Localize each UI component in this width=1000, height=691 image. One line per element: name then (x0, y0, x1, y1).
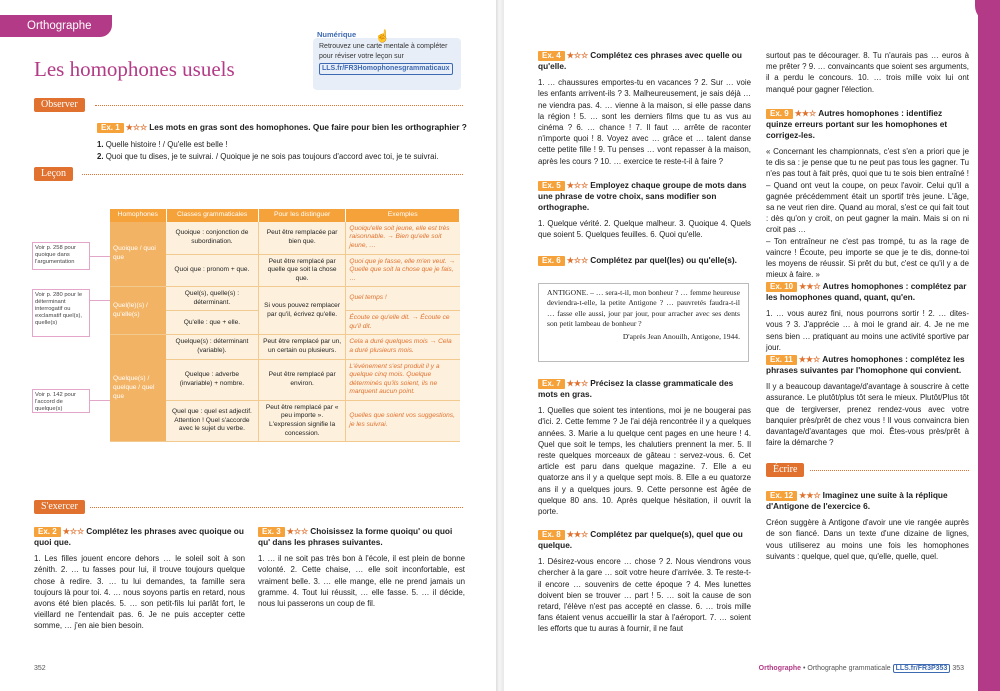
ex-title: Précisez la classe grammaticale des mots en gras. (538, 378, 734, 400)
click-icon: ☝ (375, 29, 390, 43)
quote-source: D'après Jean Anouilh, Antigone, 1944. (622, 332, 740, 341)
ex-label: Ex. 4 (538, 51, 565, 61)
section-observer: Observer (34, 98, 85, 112)
distinguish-cell: Peut être remplacé par un, un certain ou plusieurs. (258, 335, 346, 359)
antigone-quote (538, 283, 749, 362)
difficulty-stars: ★☆☆ (566, 51, 589, 60)
ex-body: 1. … chaussures emportes-tu en vacances ? 2. Sur … voie les enfants arrivent-ils ? 3. Malheureusement, je sais déjà … ne viendra pas. 4. … vienne à la maison, si elle passe dans la région ! 5. … sont les derniers films que tu as vus au cinéma ? 6. … chance ! 7. Il faut … arrête de raconter n'importe quoi ! 8. Voyez avec … grâce et … talent danse cette petite fille ! 9. Tu penses … vont repasser à la maison, après les cours ? 10. … exercice te reste-t-il à faire ? (538, 78, 751, 166)
ex-body: 1. … il ne soit pas très bon à l'école, il est plein de bonne volonté. 2. Cette chaise, … elle soit inconfortable, est vraiment belle. 3. … elle mange, elle ne prend jamais un gramme. 4. Tout lui réussit, … elle fasse. 5. … il décide, nous lui passerons un coup de fil. (258, 554, 465, 609)
ex1-line-1: Quelle histoire ! / Qu'elle est belle ! (105, 140, 228, 150)
connector (90, 400, 110, 401)
difficulty-stars: ★☆☆ (286, 527, 309, 536)
exercise-4 (538, 50, 751, 167)
homophone-cell: Quelque(s) / quelque / quel que (110, 335, 166, 442)
exercise-8-continued (766, 50, 969, 95)
book-gutter (496, 0, 504, 691)
exercise-1: Ex. 1 ★☆☆ Les mots en gras sont des homophones. Que faire pour bien les orthographier ? 1. Quelle histoire ! / Qu'elle est belle ! 2. Quoi que tu dises, je te suivrai. / Quoique je ne sois pas toujours d'accord avec toi, je te suivrai. (97, 122, 467, 161)
col-header: Classes grammaticales (166, 209, 258, 222)
connector (90, 300, 110, 301)
ex-label: Ex. 11 (766, 355, 797, 365)
class-cell: Quelque(s) : déterminant (variable). (166, 335, 258, 359)
ex-title: Complétez par quelque(s), quel que ou quelque. (538, 529, 743, 551)
example-cell: Quelles que soient vos suggestions, je les suivrai. (346, 400, 460, 441)
divider (82, 174, 463, 175)
exercise-10 (766, 281, 969, 353)
homophone-cell: Quoique / quoi que (110, 222, 166, 287)
difficulty-stars: ★☆☆ (125, 123, 148, 132)
ex-title: Imaginez une suite à la réplique d'Antigone de l'exercice 6. (766, 490, 948, 512)
col-header: Pour les distinguer (258, 209, 346, 222)
example-cell: Quoiqu'elle soit jeune, elle est très raisonnable. → Bien qu'elle soit jeune, … (346, 222, 460, 254)
difficulty-stars: ★★☆ (799, 491, 821, 500)
ex-title: Complétez par quel(les) ou qu'elle(s). (590, 255, 737, 265)
difficulty-stars: ★★☆ (566, 530, 589, 539)
page-title: Les homophones usuels (34, 57, 235, 81)
homophone-cell: Quel(le)(s) / qu'elle(s) (110, 287, 166, 335)
difficulty-stars: ★☆☆ (566, 181, 589, 190)
class-cell: Quoique : conjonction de subordination. (166, 222, 258, 254)
difficulty-stars: ★☆☆ (62, 527, 85, 536)
numerique-text: Retrouvez une carte mentale à compléter pour réviser votre leçon sur (319, 43, 448, 60)
ex-label: Ex. 8 (538, 530, 565, 540)
difficulty-stars: ★★☆ (566, 379, 589, 388)
divider (810, 470, 969, 471)
ex-body-2: – Ton entraîneur ne c'est pas trompé, tu as la rage de vaincre ! Écoute, peu importe se que je te dis, donne-toi les moyens de réussir. Si prêt du but, c'est ce qu'il y a de mieux à faire. » (766, 236, 969, 280)
exercise-3 (258, 526, 465, 609)
footer-subtitle: • Orthographe grammaticale (801, 665, 891, 672)
ex-body: « Concernant les championnats, c'est s'en a priori que je te dis sa : je pense que tu ne peut pas tous les gagner. Tu n'es pas tout à fait près, quoi que tu te sois bien entraîné ! – Quand ont veut la coupe, on peux l'avoir. Celui qu'il a gagnée précédemment était un sportif très jeune. L'âge, sa ne veut rien dire. Quand au moral, s'est ce qui fait tout : dès qu'on y croit, on peut gagner la main. Mais si on ni croit pas … (766, 146, 969, 235)
numerique-link[interactable]: LLS.fr/FR3Homophonesgrammaticaux (319, 63, 453, 75)
lesson-table (110, 209, 460, 442)
divider (95, 105, 463, 106)
numerique-box (313, 29, 461, 90)
ex-label: Ex. 7 (538, 379, 565, 389)
example-cell: Quoi que je fasse, elle m'en veut. → Quelle que soit la chose que je fais, … (346, 254, 460, 287)
distinguish-cell: Peut être remplacé par environ. (258, 359, 346, 400)
page-number-left: 352 (34, 665, 46, 672)
example-cell: L'événement s'est produit il y a quelque cinq mois. Quelque déterminés qu'ils soient, ils ne marquent aucun point. (346, 359, 460, 400)
ex-title: Choisissez la forme quoiqu' ou quoi qu' dans les phrases suivantes. (258, 526, 453, 548)
ex-label: Ex. 6 (538, 256, 565, 266)
example-cell: Quel temps ! (346, 287, 460, 311)
table-row (110, 335, 460, 359)
ex1-line-2: Quoi que tu dises, je te suivrai. / Quoique je ne sois pas toujours d'accord avec toi, je te suivrai. (105, 151, 439, 161)
ex-label: Ex. 1 (97, 123, 124, 133)
exercise-11 (766, 354, 969, 448)
table-row (110, 222, 460, 254)
ex-body: 1. Quelque vérité. 2. Quelque malheur. 3. Quoique 4. Quels que soient 5. Quelques feuilles. 6. Quoi qu'elle. (538, 218, 751, 240)
side-note-1: Voir p. 258 pour quoique dans l'argumentation (32, 242, 90, 270)
distinguish-cell: Peut être remplacé par quelle que soit la chose que. (258, 254, 346, 287)
chapter-tab: Orthographe (0, 15, 112, 37)
exercise-5 (538, 180, 751, 240)
quote-text: ANTIGONE. – … sera-t-il, mon bonheur ? … femme heureuse deviendra-t-elle, la petite Antigone ? … pauvretés faudra-t-il … fasse elle aussi, jour par jour, pour arracher avec ses dents son petit lambeau de bonheur ? (547, 288, 740, 328)
exercise-2 (34, 526, 245, 632)
difficulty-stars: ★★☆ (794, 109, 817, 118)
col-header: Homophones (110, 209, 166, 222)
ex-label: Ex. 3 (258, 527, 285, 537)
section-ecrire: Écrire (766, 463, 804, 477)
distinguish-cell: Peut être remplacée par bien que. (258, 222, 346, 254)
exercise-8 (538, 529, 751, 635)
exercise-9 (766, 108, 969, 281)
ex-title: Complétez ces phrases avec quelle ou qu'elle. (538, 50, 742, 72)
ex-body: surtout pas te décourager. 8. Tu n'aurais pas … euros à me prêter ? 9. … convaincants que soient ses arguments, il a perdu le concours. 10. … trois mille voix lui ont manqué pour gagner l'élection. (766, 51, 969, 94)
right-page (504, 0, 1000, 691)
left-page (0, 0, 496, 691)
footer-link[interactable]: LLS.fr/FR3P353 (893, 664, 951, 673)
exercise-6 (538, 255, 751, 266)
class-cell: Quel que : quel est adjectif. Attention ! Quel s'accorde avec le sujet du verbe. (166, 400, 258, 441)
ex-title: Les mots en gras sont des homophones. Que faire pour bien les orthographier ? (149, 122, 467, 132)
ex-title: Complétez les phrases avec quoique ou quoi que. (34, 526, 244, 548)
ex-body: Créon suggère à Antigone d'avoir une vie rangée auprès de son fiancé. Dans un texte d'une dizaine de lignes, vous utiliserez au moins une fois les homophones suivants : quelque, quel que, qu'elle, quelle, quel. (766, 518, 969, 561)
section-lecon: Leçon (34, 167, 73, 181)
distinguish-cell: Si vous pouvez remplacer par qu'il, écrivez qu'elle. (258, 287, 346, 335)
col-header: Exemples (346, 209, 460, 222)
difficulty-stars: ★★☆ (798, 355, 821, 364)
distinguish-cell: Peut être remplacé par « peu importe ». L'expression signifie la concession. (258, 400, 346, 441)
connector (90, 256, 110, 257)
footer-right (759, 664, 964, 674)
edge-strip (978, 0, 1000, 691)
table-row (110, 287, 460, 311)
ex-title: Employez chaque groupe de mots dans une phrase de votre choix, sans modifier son orthographe. (538, 180, 747, 213)
ex-title: Autres homophones : identifiez quinze erreurs portant sur les homophones et corrigez-les. (766, 108, 948, 141)
class-cell: Quel(s), quelle(s) : déterminant. (166, 287, 258, 311)
exercise-12 (766, 490, 969, 562)
ex-label: Ex. 12 (766, 491, 797, 501)
ex-body: 1. Quelles que soient tes intentions, moi je ne bougerai pas d'ici. 2. Cette femme ? Je l'ai déjà rencontrée il y a quelques années. 3. Marie a lu quelque cent pages en une heure ! 4. Quel que soit le temps, les chalutiers prennent la mer. 5. Il reste quelques morceaux de gâteau : servez-vous. 6. Cet article est paru dans quelque magazine. 7. Elle a eu quatorze ans il y a quelque sept mois. 8. Elle a eu quatorze ans il y a quelques jours. 9. Cette personne est âgée de quelque 80 ans. 10. Après quelque hésitation, il ouvrit la porte. (538, 406, 751, 517)
ex-label: Ex. 10 (766, 282, 797, 292)
page-number-right: 353 (952, 665, 964, 672)
section-exercer: S'exercer (34, 500, 85, 514)
side-note-2: Voir p. 280 pour le déterminant interrogatif ou exclamatif quel(s), quelle(s) (32, 289, 90, 337)
exercise-7 (538, 378, 751, 517)
class-cell: Quelque : adverbe (invariable) + nombre. (166, 359, 258, 400)
class-cell: Qu'elle : que + elle. (166, 311, 258, 335)
class-cell: Quoi que : pronom + que. (166, 254, 258, 287)
ex-body: Il y a beaucoup davantage/d'avantage à souscrire à cette assurance. Le plutôt/plus tôt sera le mieux. Plutôt/Plus tôt que de tergiverser, prenez rendez-vous avec votre banquier près/prêt de chez vous ! Il vous convaincra bien davantage/d'avantages que moi. Êtes-vous près/prêt à faire la démarche ? (766, 382, 969, 448)
ex-title: Autres homophones : complétez les phrases suivantes par l'homophone qui convient. (766, 354, 965, 376)
ex-body: 1. Désirez-vous encore … chose ? 2. Nous viendrons vous chercher à la gare … soit votre heure d'arrivée. 3. Te reste-t-il encore … souvenirs de cette époque ? 4. Mes lunettes doivent bien se trouver … part ! 5. … soit la cause de son retard, l'élève n'est pas accepté en classe. 6. … trois mille fans étaient venus accueillir la star à l'aéroport. 7. … soient les efforts que tu auras à fournir, il ne faut (538, 557, 751, 634)
numerique-title: Numérique (317, 30, 357, 39)
example-cell: Cela a duré quelques mois → Cela a duré plusieurs mois. (346, 335, 460, 359)
example-cell: Écoute ce qu'elle dit. → Écoute ce qu'il dit. (346, 311, 460, 335)
ex-title: Autres homophones : complétez par les homophones quand, quant, qu'en. (766, 281, 967, 303)
ex-body: 1. … vous aurez fini, nous pourrons sortir ! 2. … dites-vous ? 3. J'apprécie … à moi le grand air. 4. Je ne me sens bien … pratiquant au moins une activité sportive par jour. (766, 309, 969, 352)
side-note-3: Voir p. 142 pour l'accord de quelque(s) (32, 389, 90, 413)
footer-chapter: Orthographe (758, 665, 802, 672)
ex-label: Ex. 9 (766, 109, 793, 119)
ex-label: Ex. 2 (34, 527, 61, 537)
divider (90, 507, 463, 508)
difficulty-stars: ★★☆ (799, 282, 821, 291)
ex-label: Ex. 5 (538, 181, 565, 191)
ex-body: 1. Les filles jouent encore dehors … le soleil soit à son zénith. 2. … tu fasses pour lui, il trouve toujours quelque chose à redire. 3. … tu lui demandes, ta famille sera toujours là pour toi. 4. … nous soyons partis en retard, nous avons été bien placés. 5. … son petit-fils lui parlât fort, le vieillard ne l'entendait pas. 6. Je ne puis accepter cette somme, … j'en aie bien besoin. (34, 554, 245, 631)
difficulty-stars: ★☆☆ (566, 256, 589, 265)
